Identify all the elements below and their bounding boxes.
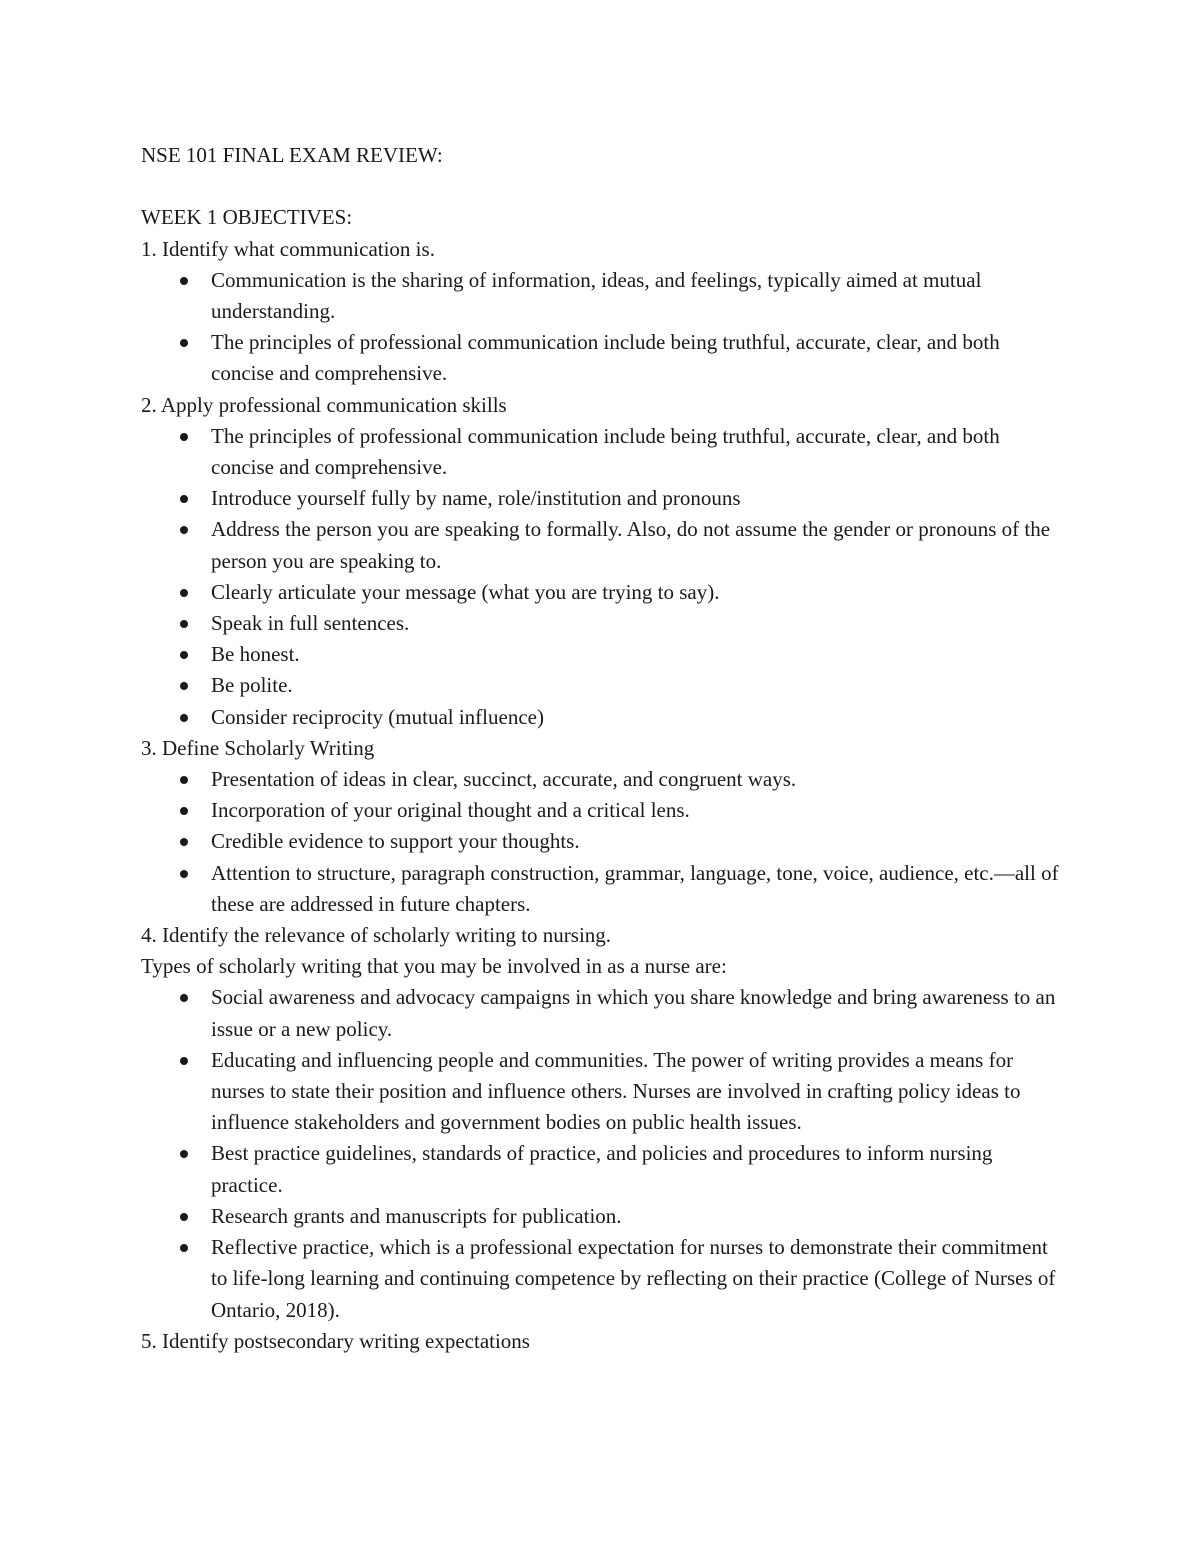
- bullet-item: [141, 608, 1061, 639]
- bullet-dot-icon: [180, 1057, 188, 1065]
- document-title: NSE 101 FINAL EXAM REVIEW:: [141, 143, 443, 167]
- bullet-text: Incorporation of your original thought and a critical lens.: [211, 798, 690, 823]
- bullet-text: Social awareness and advocacy campaigns in which you share knowledge and bring awareness to an issue or a new policy.: [211, 985, 1056, 1041]
- bullet-item: [141, 702, 1061, 733]
- bullet-text: Be polite.: [211, 673, 293, 698]
- bullet-dot-icon: [180, 526, 188, 534]
- bullet-text: The principles of professional communication include being truthful, accurate, clear, and both concise and comprehensive.: [211, 330, 1000, 386]
- bullet-item: [141, 483, 1061, 514]
- objective-intro: Types of scholarly writing that you may be involved in as a nurse are:: [141, 954, 727, 979]
- bullet-item: [141, 1045, 1061, 1139]
- bullet-item: [141, 639, 1061, 670]
- bullet-list: [141, 982, 1061, 1325]
- bullet-dot-icon: [180, 495, 188, 503]
- bullet-text: Clearly articulate your message (what you are trying to say).: [211, 579, 720, 604]
- bullet-text: The principles of professional communication include being truthful, accurate, clear, and both concise and comprehensive.: [211, 423, 1000, 480]
- bullet-dot-icon: [180, 339, 188, 347]
- bullet-dot-icon: [180, 807, 188, 815]
- bullet-item: [141, 764, 1061, 795]
- bullet-text: Communication is the sharing of information, ideas, and feelings, typically aimed at mutual understanding.: [211, 267, 982, 323]
- bullet-text: Attention to structure, paragraph construction, grammar, language, tone, voice, audience, etc.—all of these are addressed in future chapters.: [211, 860, 1059, 916]
- bullet-item: [141, 1201, 1061, 1232]
- bullet-text: Credible evidence to support your thoughts.: [211, 829, 580, 854]
- bullet-item: [141, 577, 1061, 608]
- bullet-dot-icon: [180, 776, 188, 784]
- bullet-text: Reflective practice, which is a professional expectation for nurses to demonstrate their commitment to life-long learning and continuing competence by reflecting on their practice (College of Nurses of Ontario, 2018).: [211, 1235, 1056, 1322]
- objective-section: [141, 1326, 1061, 1357]
- bullet-item: [141, 514, 1061, 576]
- objective-heading: 2. Apply professional communication skills: [141, 392, 507, 417]
- week-heading: WEEK 1 OBJECTIVES:: [141, 205, 353, 230]
- objective-heading: 4. Identify the relevance of scholarly writing to nursing.: [141, 923, 612, 948]
- bullet-dot-icon: [180, 838, 188, 846]
- bullet-text: Speak in full sentences.: [211, 611, 410, 636]
- bullet-dot-icon: [180, 620, 188, 628]
- bullet-item: [141, 421, 1061, 483]
- bullet-list: [141, 421, 1061, 733]
- bullet-list: [141, 265, 1061, 390]
- bullet-item: [141, 1232, 1061, 1326]
- bullet-item: [141, 858, 1061, 920]
- bullet-text: Presentation of ideas in clear, succinct, accurate, and congruent ways.: [211, 767, 797, 792]
- bullet-text: Research grants and manuscripts for publication.: [211, 1203, 622, 1228]
- bullet-dot-icon: [180, 651, 188, 659]
- bullet-dot-icon: [180, 277, 188, 285]
- objective-section: [141, 733, 1061, 920]
- objective-heading: 3. Define Scholarly Writing: [141, 735, 375, 760]
- bullet-text: Best practice guidelines, standards of practice, and policies and procedures to inform nursing practice.: [211, 1141, 993, 1197]
- bullet-text: Consider reciprocity (mutual influence): [211, 704, 544, 729]
- objective-section: [141, 920, 1061, 1326]
- bullet-item: [141, 982, 1061, 1044]
- bullet-item: [141, 265, 1061, 327]
- bullet-text: Educating and influencing people and communities. The power of writing provides a means for nurses to state their position and influence others. Nurses are involved in crafting policy ideas to influence stakeholders and government bodies on public health issues.: [211, 1047, 1021, 1135]
- bullet-dot-icon: [180, 994, 188, 1002]
- bullet-text: Introduce yourself fully by name, role/institution and pronouns: [211, 486, 741, 511]
- bullet-dot-icon: [180, 1213, 188, 1221]
- bullet-item: [141, 670, 1061, 701]
- blank-line: [141, 171, 1061, 202]
- bullet-item: [141, 795, 1061, 826]
- bullet-dot-icon: [180, 1150, 188, 1158]
- document-body: [141, 140, 1061, 1357]
- objective-section: [141, 390, 1061, 733]
- objective-heading: 5. Identify postsecondary writing expectations: [141, 1328, 530, 1353]
- bullet-dot-icon: [180, 714, 188, 722]
- bullet-text: Be honest.: [211, 642, 300, 667]
- objective-heading: 1. Identify what communication is.: [141, 236, 435, 261]
- objectives-list: [141, 234, 1061, 1357]
- objective-section: [141, 234, 1061, 390]
- bullet-list: [141, 764, 1061, 920]
- bullet-text: Address the person you are speaking to formally. Also, do not assume the gender or pronouns of the person you are speaking to.: [211, 517, 1051, 573]
- bullet-dot-icon: [180, 870, 188, 878]
- bullet-item: [141, 826, 1061, 857]
- bullet-dot-icon: [180, 433, 188, 441]
- bullet-item: [141, 1138, 1061, 1200]
- bullet-dot-icon: [180, 589, 188, 597]
- bullet-dot-icon: [180, 682, 188, 690]
- bullet-dot-icon: [180, 1244, 188, 1252]
- bullet-item: [141, 327, 1061, 389]
